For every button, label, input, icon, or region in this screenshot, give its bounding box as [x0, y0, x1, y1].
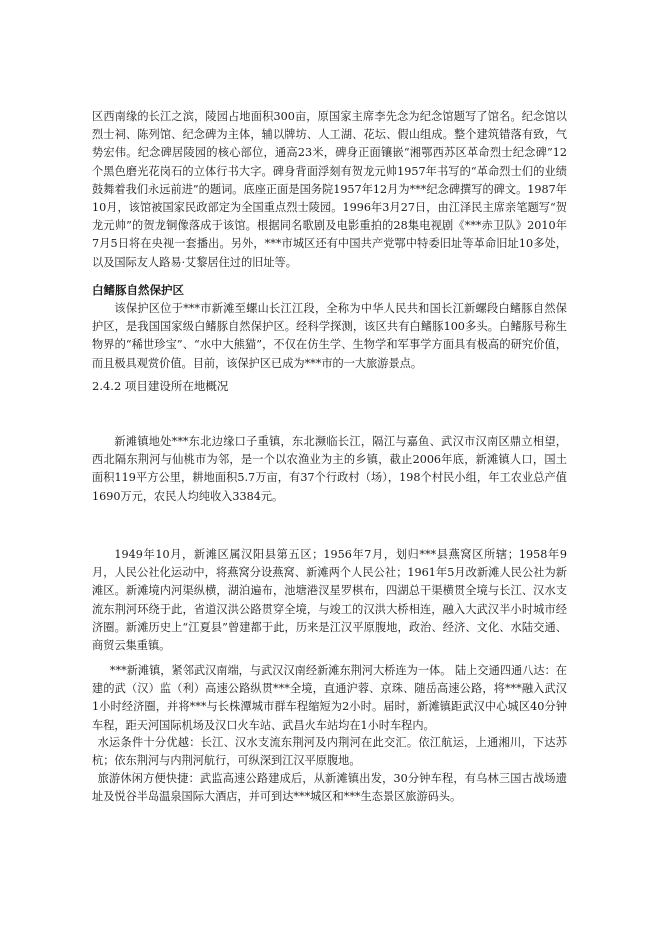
section-2-4-2-heading: 2.4.2 项目建设所在地概况	[92, 379, 229, 393]
dolphin-reserve-heading: 白鳍豚自然保护区	[92, 283, 184, 297]
water-transport-paragraph: 水运条件十分优越：长江、汉水支流东荆河及内荆河在此交汇。依江航运，上通湘川，下达苏杭；依东荆河与内荆河航行，可纵深到江汉平原腹地。	[92, 736, 567, 768]
land-transport-paragraph: ***新滩镇，紧邻武汉南端，与武汉汉南经新滩东荆河大桥连为一体。 陆上交通四通八达：在建的武（汉）监（利）高速公路纵贯***全境，直通沪蓉、京珠、随岳高速公路，将***融入武汉1小时经济圈，并将***与长株潭城市群车程缩短为2小时。届时，新滩镇距武汉中心城区40分钟车程，距天河国际机场及汉口火车站、武昌火车站均在1小时车程内。	[92, 664, 567, 732]
xintan-history-paragraph: 1949年10月，新滩区属汉阳县第五区；1956年7月，划归***县燕窝区所辖；1958年9月，人民公社化运动中，将燕窝分设燕窝、新滩两个人民公社；1961年5月改新滩人民公社为新滩区。新滩境内河渠纵横，湖泊遍布，池塘港汊星罗棋布，四湖总干渠横贯全境与长江、汉水支流东荆河环绕于此，省道汉洪公路贯穿全境，与竣工的汉洪大桥相连，融入大武汉半小时城市经济圈。新滩历史上“江夏县”曾建都于此，历来是江汉平原腹地，政治、经济、文化、水陆交通、商贸云集重镇。	[92, 548, 567, 653]
xintan-overview-paragraph: 新滩镇地处***东北边缘口子重镇，东北濒临长江，隔江与嘉鱼、武汉市汉南区鼎立相望，西北隔东荆河与仙桃市为邻，是一个以农渔业为主的乡镇，截止2006年底，新滩镇人口，国土面积119平方公里，耕地面积5.7万亩，有37个行政村（场），198个村民小组，年工农业总产值1690万元，农民人均纯收入3384元。	[92, 435, 567, 503]
memorial-paragraph: 区西南缘的长江之滨，陵园占地面积300亩，原国家主席李先念为纪念馆题写了馆名。纪念馆以烈士祠、陈列馆、纪念碑为主体，辅以牌坊、人工湖、花坛、假山组成。整个建筑错落有致，气势宏伟。纪念碑居陵园的核心部位，通高23米，碑身正面镶嵌“湘鄂西苏区革命烈士纪念碑”12个黑色磨光花岗石的立体行书大字。碑身背面浮刻有贺龙元帅1957年书写的“革命烈士们的业绩鼓舞着我们永远前进”的题词。底座正面是国务院1957年12月为***纪念碑撰写的碑文。1987年10月，该馆被国家民政部定为全国重点烈士陵园。1996年3月27日，由江泽民主席亲笔题写“贺龙元帅”的贺龙铜像落成于该馆。根据同名歌剧及电影重拍的28集电视剧《***赤卫队》2010年7月5日将在央视一套播出。另外，***市城区还有中国共产党鄂中特委旧址等革命旧址10多处，以及国际友人路易·艾黎居住过的旧址等。	[92, 110, 567, 269]
dolphin-reserve-paragraph: 该保护区位于***市新滩至螺山长江江段，全称为中华人民共和国长江新螺段白鳍豚自然保护区，是我国国家级白鳍豚自然保护区。经科学探测，该区共有白鳍豚100多头。白鳍豚号称生物界的“稀世珍宝”、“水中大熊猫”，不仅在仿生学、生物学和军事学方面具有极高的研究价值，而且极具观赏价值。目前，该保护区已成为***市的一大旅游景点。	[92, 302, 567, 370]
tourism-leisure-paragraph: 旅游休闲方便快捷：武监高速公路建成后，从新滩镇出发，30分钟车程，有乌林三国古战场遗址及悦谷半岛温泉国际大酒店，并可到达***城区和***生态景区旅游码头。	[92, 772, 567, 804]
